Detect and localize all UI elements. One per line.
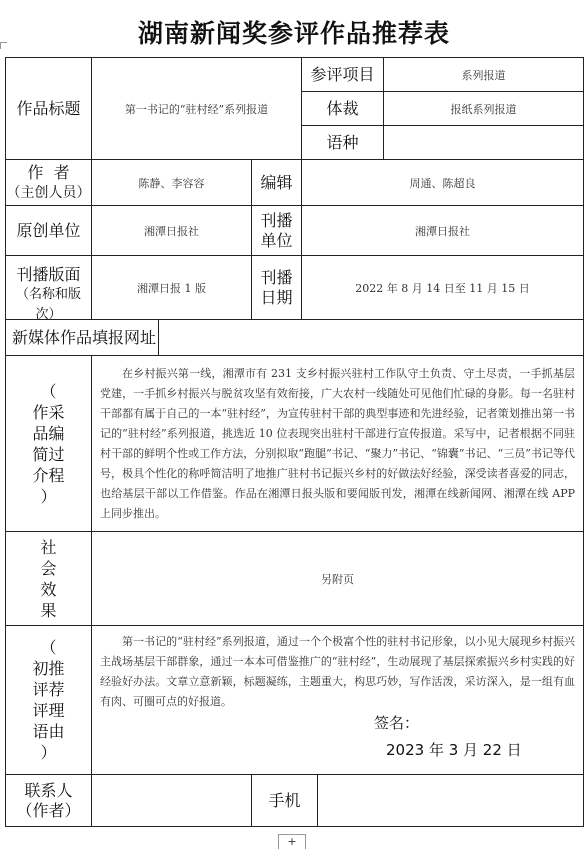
intro-label-line: （ bbox=[40, 381, 57, 401]
layout-label-line2: （名称和版 bbox=[15, 286, 81, 302]
phone-label: 手机 bbox=[252, 775, 318, 827]
review-label-line: （ bbox=[40, 638, 57, 657]
effect-label-line: 社 bbox=[40, 537, 57, 557]
new-media-label: 新媒体作品填报网址 bbox=[6, 320, 159, 356]
author-label bbox=[6, 160, 92, 206]
signature-date: 2023 年 3 月 22 日 bbox=[386, 741, 522, 759]
publish-unit-value[interactable]: 湘潭日报社 bbox=[302, 206, 584, 256]
review-label-line: 初推 bbox=[32, 659, 65, 678]
publish-date-label-line1: 刊播 bbox=[260, 267, 293, 287]
review-label-line: ） bbox=[40, 743, 57, 762]
publish-unit-label-line2: 单位 bbox=[260, 230, 293, 250]
genre-value[interactable]: 报纸系列报道 bbox=[384, 92, 584, 126]
editor-value[interactable]: 周通、陈超良 bbox=[302, 160, 584, 206]
author-label-line1: 作 者 bbox=[27, 162, 70, 182]
effect-label-line: 果 bbox=[40, 600, 57, 620]
intro-label-line: 简过 bbox=[32, 444, 65, 464]
review-label-line: 语由 bbox=[32, 722, 65, 741]
review-cell[interactable] bbox=[92, 626, 584, 775]
intro-cell[interactable] bbox=[92, 356, 584, 532]
phone-value[interactable] bbox=[318, 775, 584, 827]
author-label-line2: （主创人员） bbox=[6, 184, 91, 201]
intro-label-line: ） bbox=[40, 486, 57, 506]
recommendation-form-table bbox=[5, 57, 584, 827]
publish-unit-label-line1: 刊播 bbox=[260, 210, 293, 230]
layout-label-line3: 次） bbox=[35, 306, 62, 322]
contact-label bbox=[6, 775, 92, 827]
language-label: 语种 bbox=[302, 126, 384, 160]
page-title: 湖南新闻奖参评作品推荐表 bbox=[137, 19, 450, 48]
effect-label bbox=[6, 532, 92, 626]
contact-label-line2: （作者） bbox=[16, 800, 81, 820]
signature-label: 签名： bbox=[374, 714, 420, 732]
layout-value[interactable]: 湘潭日报 1 版 bbox=[92, 256, 252, 320]
intro-label bbox=[6, 356, 92, 532]
entry-item-label: 参评项目 bbox=[302, 58, 384, 92]
publish-date-value[interactable]: 2022 年 8 月 14 日至 11 月 15 日 bbox=[302, 256, 584, 320]
origin-unit-label: 原创单位 bbox=[6, 206, 92, 256]
language-value[interactable] bbox=[384, 126, 584, 160]
intro-label-line: 介程 bbox=[32, 465, 65, 485]
intro-label-line: 品编 bbox=[32, 423, 65, 443]
new-media-value[interactable] bbox=[159, 320, 584, 356]
layout-label bbox=[6, 256, 92, 320]
publish-date-label-line2: 日期 bbox=[260, 287, 293, 307]
origin-unit-value[interactable]: 湘潭日报社 bbox=[92, 206, 252, 256]
editor-label: 编辑 bbox=[252, 160, 302, 206]
contact-label-line1: 联系人 bbox=[24, 780, 73, 800]
review-label bbox=[6, 626, 92, 775]
intro-text: 在乡村振兴第一线，湘潭市有 231 支乡村振兴驻村工作队守土负责、守土尽责，一手抓基层党建，一手抓乡村振兴与脱贫攻坚有效衔接，广大农村一线随处可见他们忙碌的身影。每一名驻村干部都有属于自己的一本“驻村经”，为宣传驻村干部的典型事迹和先进经验，记者策划推出第一书记的“驻村经”系列报道，挑选近 10 位表现突出驻村干部进行宣传报道。采写中，记者根据不同驻村干部的鲜明个性或工作方法，分别拟取“跑腿”书记、“聚力”书记、“锦囊”书记、“三员”书记等代号，极具个性化的称呼简洁明了地推广驻村书记振兴乡村的好做法好经验，深受读者喜爱的同志，也给基层干部以工作借鉴。作品在湘潭日报头版和要闻版刊发，湘潭在线新闻网、湘潭在线 APP 上同步推出。 bbox=[100, 366, 576, 520]
contact-value[interactable] bbox=[92, 775, 252, 827]
work-title-value[interactable]: 第一书记的“驻村经”系列报道 bbox=[92, 58, 302, 160]
effect-label-line: 效 bbox=[40, 579, 57, 599]
effect-label-line: 会 bbox=[40, 558, 57, 578]
work-title-label: 作品标题 bbox=[6, 58, 92, 160]
publish-date-label bbox=[252, 256, 302, 320]
review-label-line: 评理 bbox=[32, 701, 65, 720]
genre-label: 体裁 bbox=[302, 92, 384, 126]
add-sheet-button[interactable]: + bbox=[278, 834, 306, 849]
publish-unit-label bbox=[252, 206, 302, 256]
intro-label-line: 作采 bbox=[32, 402, 65, 422]
review-label-line: 评荐 bbox=[32, 680, 65, 699]
layout-label-line1: 刊播版面 bbox=[16, 264, 81, 284]
review-text: 第一书记的“驻村经”系列报道，通过一个个极富个性的驻村书记形象，以小见大展现乡村振兴主战场基层干部群象，通过一本本可借鉴推广的“驻村经”，生动展现了基层探索振兴乡村实践的好经验好办法。文章立意新颖，标题凝练，主题重大，构思巧妙，写作活泼，采访深入，是一组有血有肉、可圈可点的好报道。 bbox=[100, 635, 576, 708]
entry-item-value[interactable]: 系列报道 bbox=[384, 58, 584, 92]
effect-value[interactable]: 另附页 bbox=[92, 532, 584, 626]
author-value[interactable]: 陈静、李容容 bbox=[92, 160, 252, 206]
